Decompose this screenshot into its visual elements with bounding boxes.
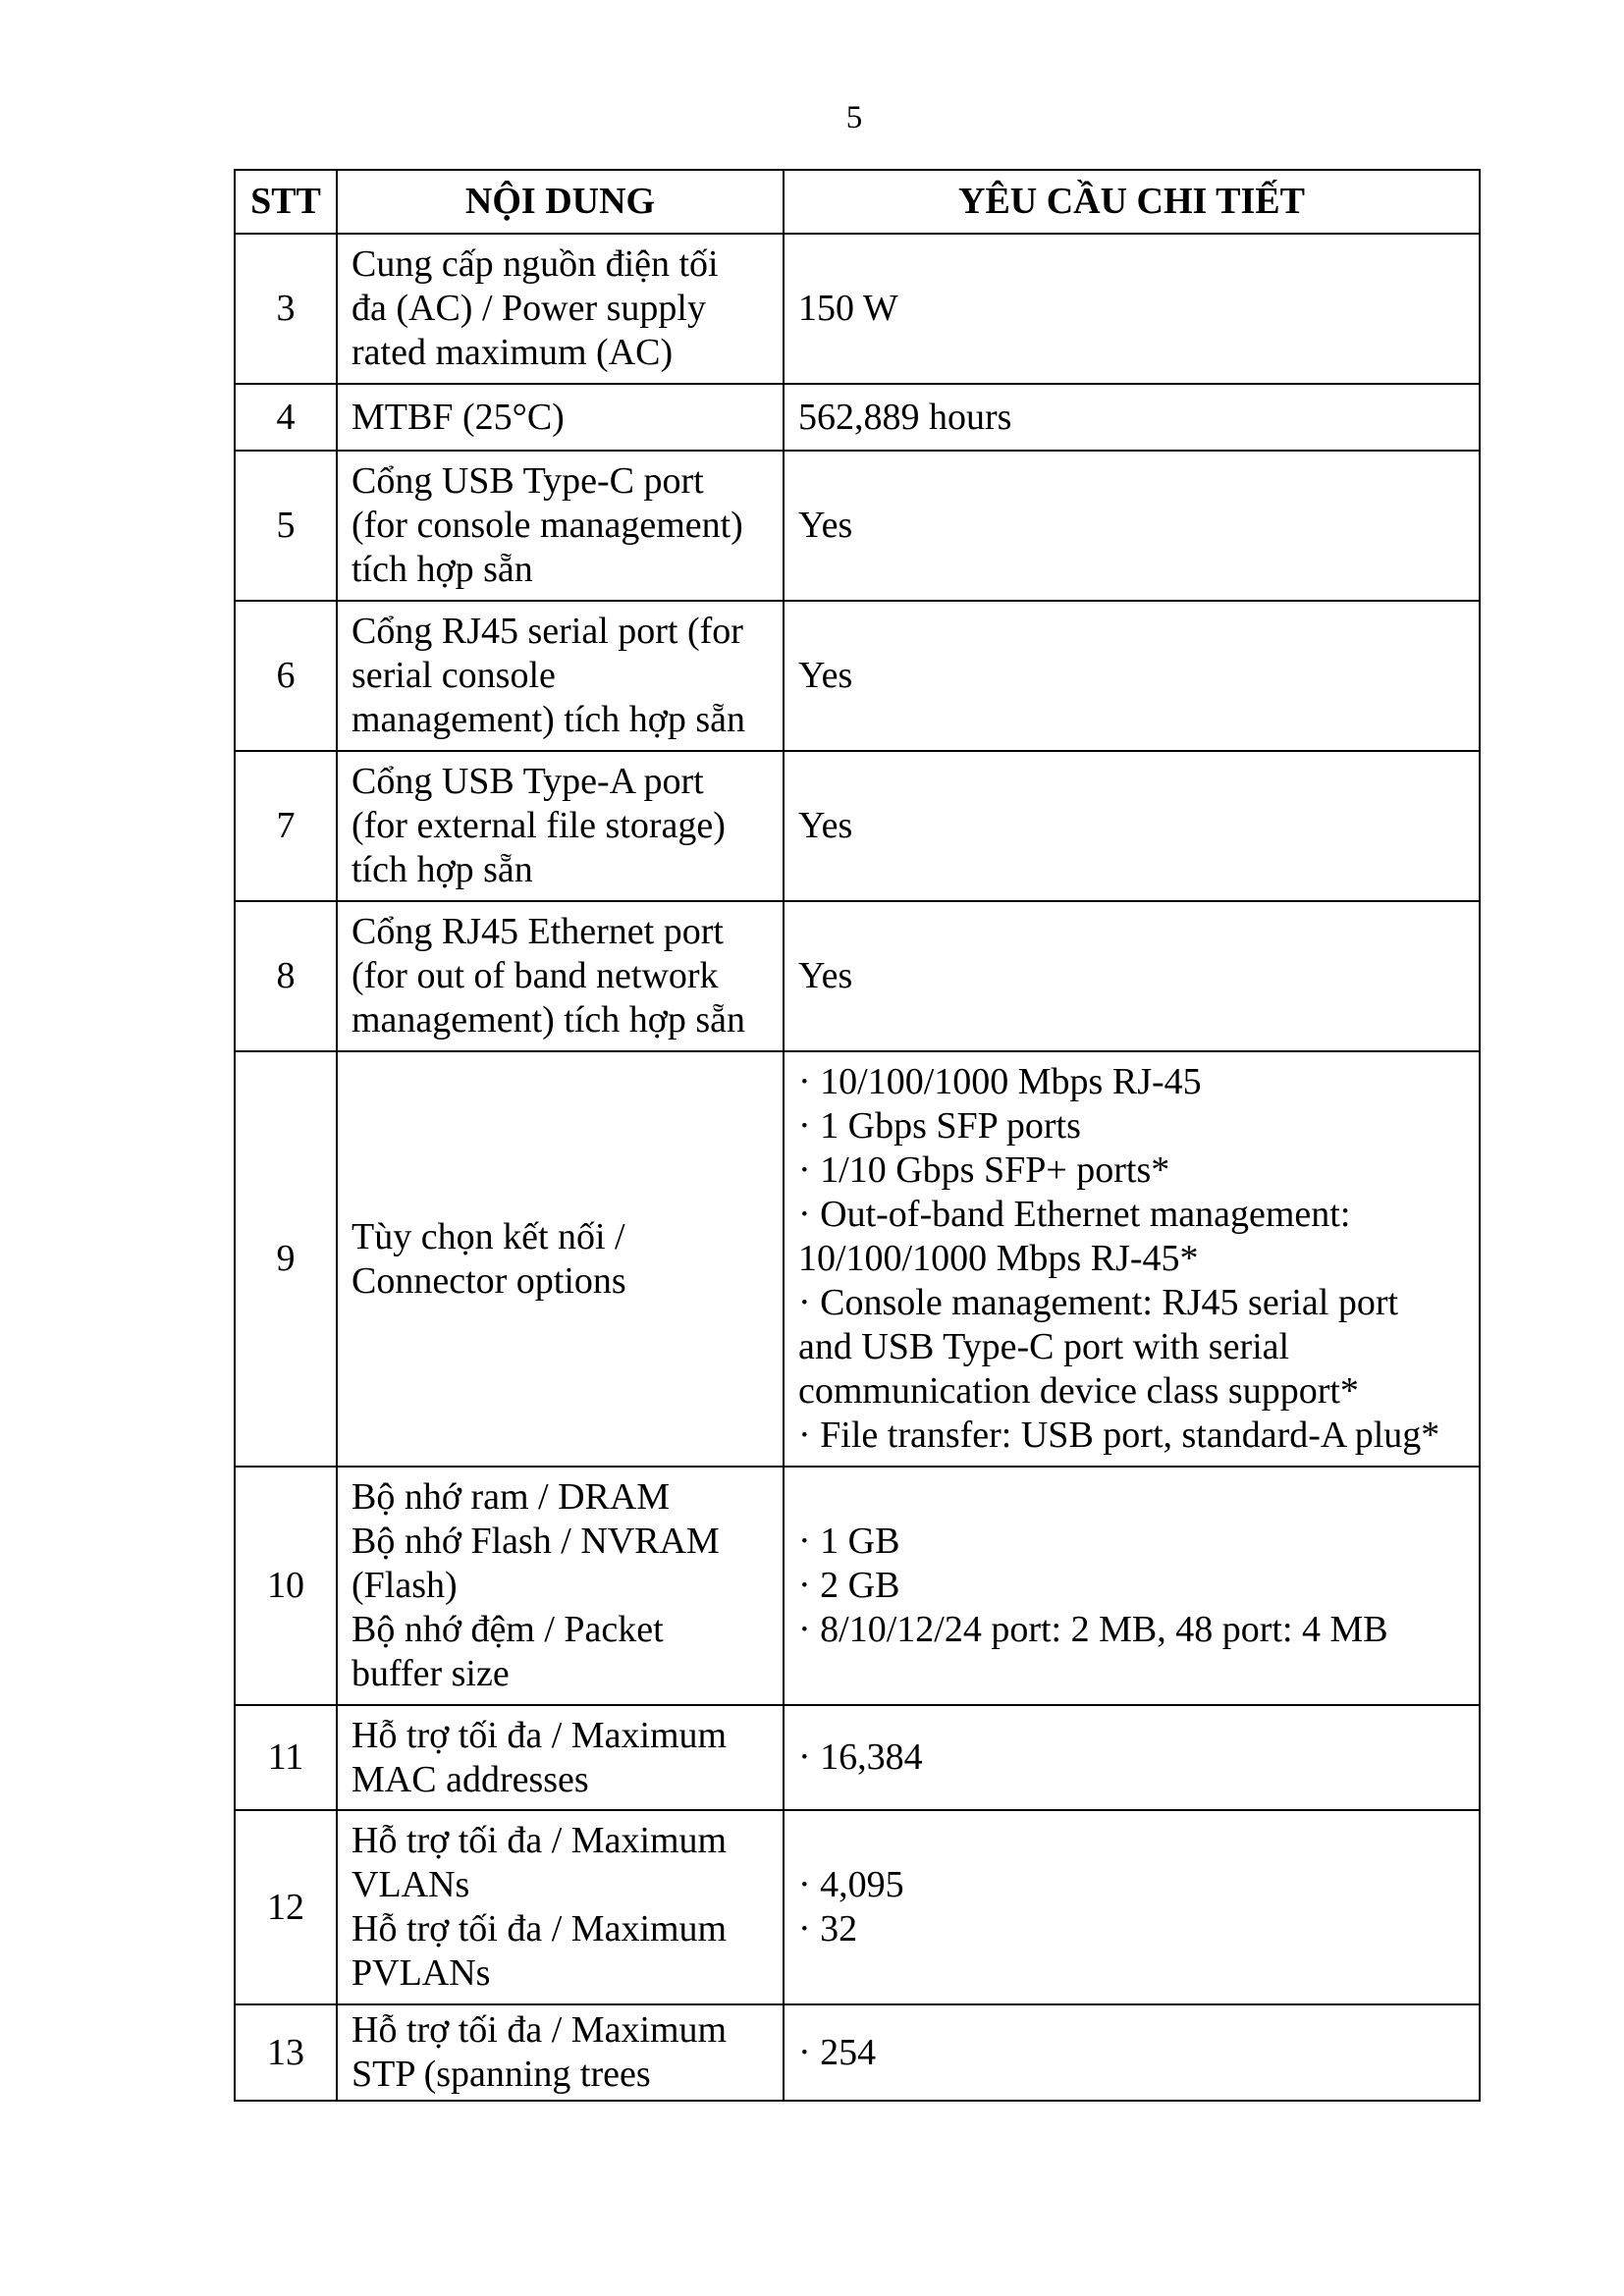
row-content bbox=[337, 384, 784, 451]
row-stt: 10 bbox=[235, 1467, 337, 1705]
detail-line: · 1 Gbps SFP ports bbox=[798, 1105, 1081, 1147]
content-line: tích hợp sẵn bbox=[352, 549, 533, 590]
table-header-row bbox=[235, 170, 1480, 234]
row-detail bbox=[784, 1705, 1480, 1810]
row-detail bbox=[784, 451, 1480, 601]
row-stt: 13 bbox=[235, 2004, 337, 2101]
content-line: (for console management) bbox=[352, 505, 743, 546]
detail-line: 562,889 hours bbox=[798, 396, 1012, 438]
content-line: MAC addresses bbox=[352, 1758, 589, 1800]
header-stt: STT bbox=[235, 170, 337, 234]
table-row bbox=[235, 1705, 1480, 1810]
row-content bbox=[337, 1051, 784, 1467]
detail-line: · 16,384 bbox=[798, 1736, 923, 1778]
header-content: NỘI DUNG bbox=[337, 170, 784, 234]
content-line: PVLANs bbox=[352, 1952, 491, 1994]
content-line: rated maximum (AC) bbox=[352, 332, 674, 373]
detail-line: · 1/10 Gbps SFP+ ports* bbox=[798, 1149, 1170, 1191]
row-content bbox=[337, 2004, 784, 2101]
detail-line: · 32 bbox=[798, 1908, 858, 1949]
content-line: management) tích hợp sẵn bbox=[352, 699, 746, 740]
row-content bbox=[337, 1467, 784, 1705]
content-line: Cổng USB Type-A port bbox=[352, 761, 704, 802]
row-content bbox=[337, 1705, 784, 1810]
row-detail bbox=[784, 1810, 1480, 2004]
content-line: buffer size bbox=[352, 1653, 510, 1694]
content-line: Cổng USB Type-C port bbox=[352, 460, 704, 502]
table-row bbox=[235, 1467, 1480, 1705]
row-stt: 8 bbox=[235, 901, 337, 1051]
detail-line: · File transfer: USB port, standard-A plug* bbox=[798, 1415, 1440, 1456]
spec-table bbox=[234, 169, 1481, 2102]
content-line: Cổng RJ45 Ethernet port bbox=[352, 911, 724, 952]
row-stt: 12 bbox=[235, 1810, 337, 2004]
table-row bbox=[235, 234, 1480, 384]
table-row bbox=[235, 1810, 1480, 2004]
table-row bbox=[235, 601, 1480, 751]
table-row bbox=[235, 1051, 1480, 1467]
content-line: Cung cấp nguồn điện tối bbox=[352, 243, 719, 285]
row-stt: 3 bbox=[235, 234, 337, 384]
detail-line: · 8/10/12/24 port: 2 MB, 48 port: 4 MB bbox=[798, 1609, 1388, 1650]
detail-line: Yes bbox=[798, 805, 853, 846]
content-line: serial console bbox=[352, 655, 556, 696]
detail-line: Yes bbox=[798, 505, 853, 546]
row-detail bbox=[784, 751, 1480, 901]
table-row bbox=[235, 451, 1480, 601]
row-stt: 7 bbox=[235, 751, 337, 901]
row-content bbox=[337, 1810, 784, 2004]
content-line: Bộ nhớ đệm / Packet bbox=[352, 1609, 664, 1650]
content-line: Tùy chọn kết nối / bbox=[352, 1215, 625, 1257]
row-detail bbox=[784, 234, 1480, 384]
detail-line: · Console management: RJ45 serial port bbox=[798, 1282, 1399, 1323]
content-line: MTBF (25°C) bbox=[352, 396, 565, 438]
row-detail bbox=[784, 1051, 1480, 1467]
detail-line: · Out-of-band Ethernet management: bbox=[798, 1194, 1351, 1235]
row-content bbox=[337, 601, 784, 751]
row-detail bbox=[784, 901, 1480, 1051]
detail-line: communication device class support* bbox=[798, 1370, 1359, 1412]
content-line: Cổng RJ45 serial port (for bbox=[352, 611, 743, 652]
row-detail bbox=[784, 2004, 1480, 2101]
content-line: (for external file storage) bbox=[352, 805, 726, 846]
row-content bbox=[337, 901, 784, 1051]
row-stt: 4 bbox=[235, 384, 337, 451]
detail-line: 10/100/1000 Mbps RJ-45* bbox=[798, 1238, 1199, 1279]
detail-line: Yes bbox=[798, 655, 853, 696]
detail-line: · 4,095 bbox=[798, 1864, 904, 1905]
row-content bbox=[337, 451, 784, 601]
table-row bbox=[235, 901, 1480, 1051]
content-line: Hỗ trợ tối đa / Maximum bbox=[352, 1908, 728, 1949]
table-body bbox=[235, 234, 1480, 2101]
detail-line: · 254 bbox=[798, 2031, 877, 2073]
row-stt: 11 bbox=[235, 1705, 337, 1810]
table-row bbox=[235, 384, 1480, 451]
table-row bbox=[235, 2004, 1480, 2101]
content-line: (for out of band network bbox=[352, 955, 719, 996]
detail-line: and USB Type-C port with serial bbox=[798, 1326, 1290, 1367]
content-line: tích hợp sẵn bbox=[352, 849, 533, 890]
detail-line: · 1 GB bbox=[798, 1521, 900, 1562]
content-line: (Flash) bbox=[352, 1565, 458, 1606]
detail-line: · 2 GB bbox=[798, 1565, 900, 1606]
row-stt: 6 bbox=[235, 601, 337, 751]
page-number: 5 bbox=[845, 100, 863, 135]
row-content bbox=[337, 751, 784, 901]
detail-line: 150 W bbox=[798, 288, 898, 329]
header-detail: YÊU CẦU CHI TIẾT bbox=[784, 170, 1480, 234]
content-line: STP (spanning trees bbox=[352, 2054, 651, 2095]
row-stt: 5 bbox=[235, 451, 337, 601]
detail-line: Yes bbox=[798, 955, 853, 996]
content-line: Hỗ trợ tối đa / Maximum bbox=[352, 2009, 728, 2051]
content-line: đa (AC) / Power supply bbox=[352, 288, 706, 329]
row-stt: 9 bbox=[235, 1051, 337, 1467]
content-line: Bộ nhớ ram / DRAM bbox=[352, 1476, 671, 1518]
row-detail bbox=[784, 1467, 1480, 1705]
content-line: Hỗ trợ tối đa / Maximum bbox=[352, 1714, 728, 1756]
content-line: VLANs bbox=[352, 1864, 470, 1905]
detail-line: · 10/100/1000 Mbps RJ-45 bbox=[798, 1061, 1202, 1102]
row-content bbox=[337, 234, 784, 384]
content-line: management) tích hợp sẵn bbox=[352, 999, 746, 1041]
content-line: Hỗ trợ tối đa / Maximum bbox=[352, 1820, 728, 1861]
content-line: Connector options bbox=[352, 1259, 626, 1302]
content-line: Bộ nhớ Flash / NVRAM bbox=[352, 1521, 720, 1562]
row-detail bbox=[784, 601, 1480, 751]
row-detail bbox=[784, 384, 1480, 451]
table-row bbox=[235, 751, 1480, 901]
